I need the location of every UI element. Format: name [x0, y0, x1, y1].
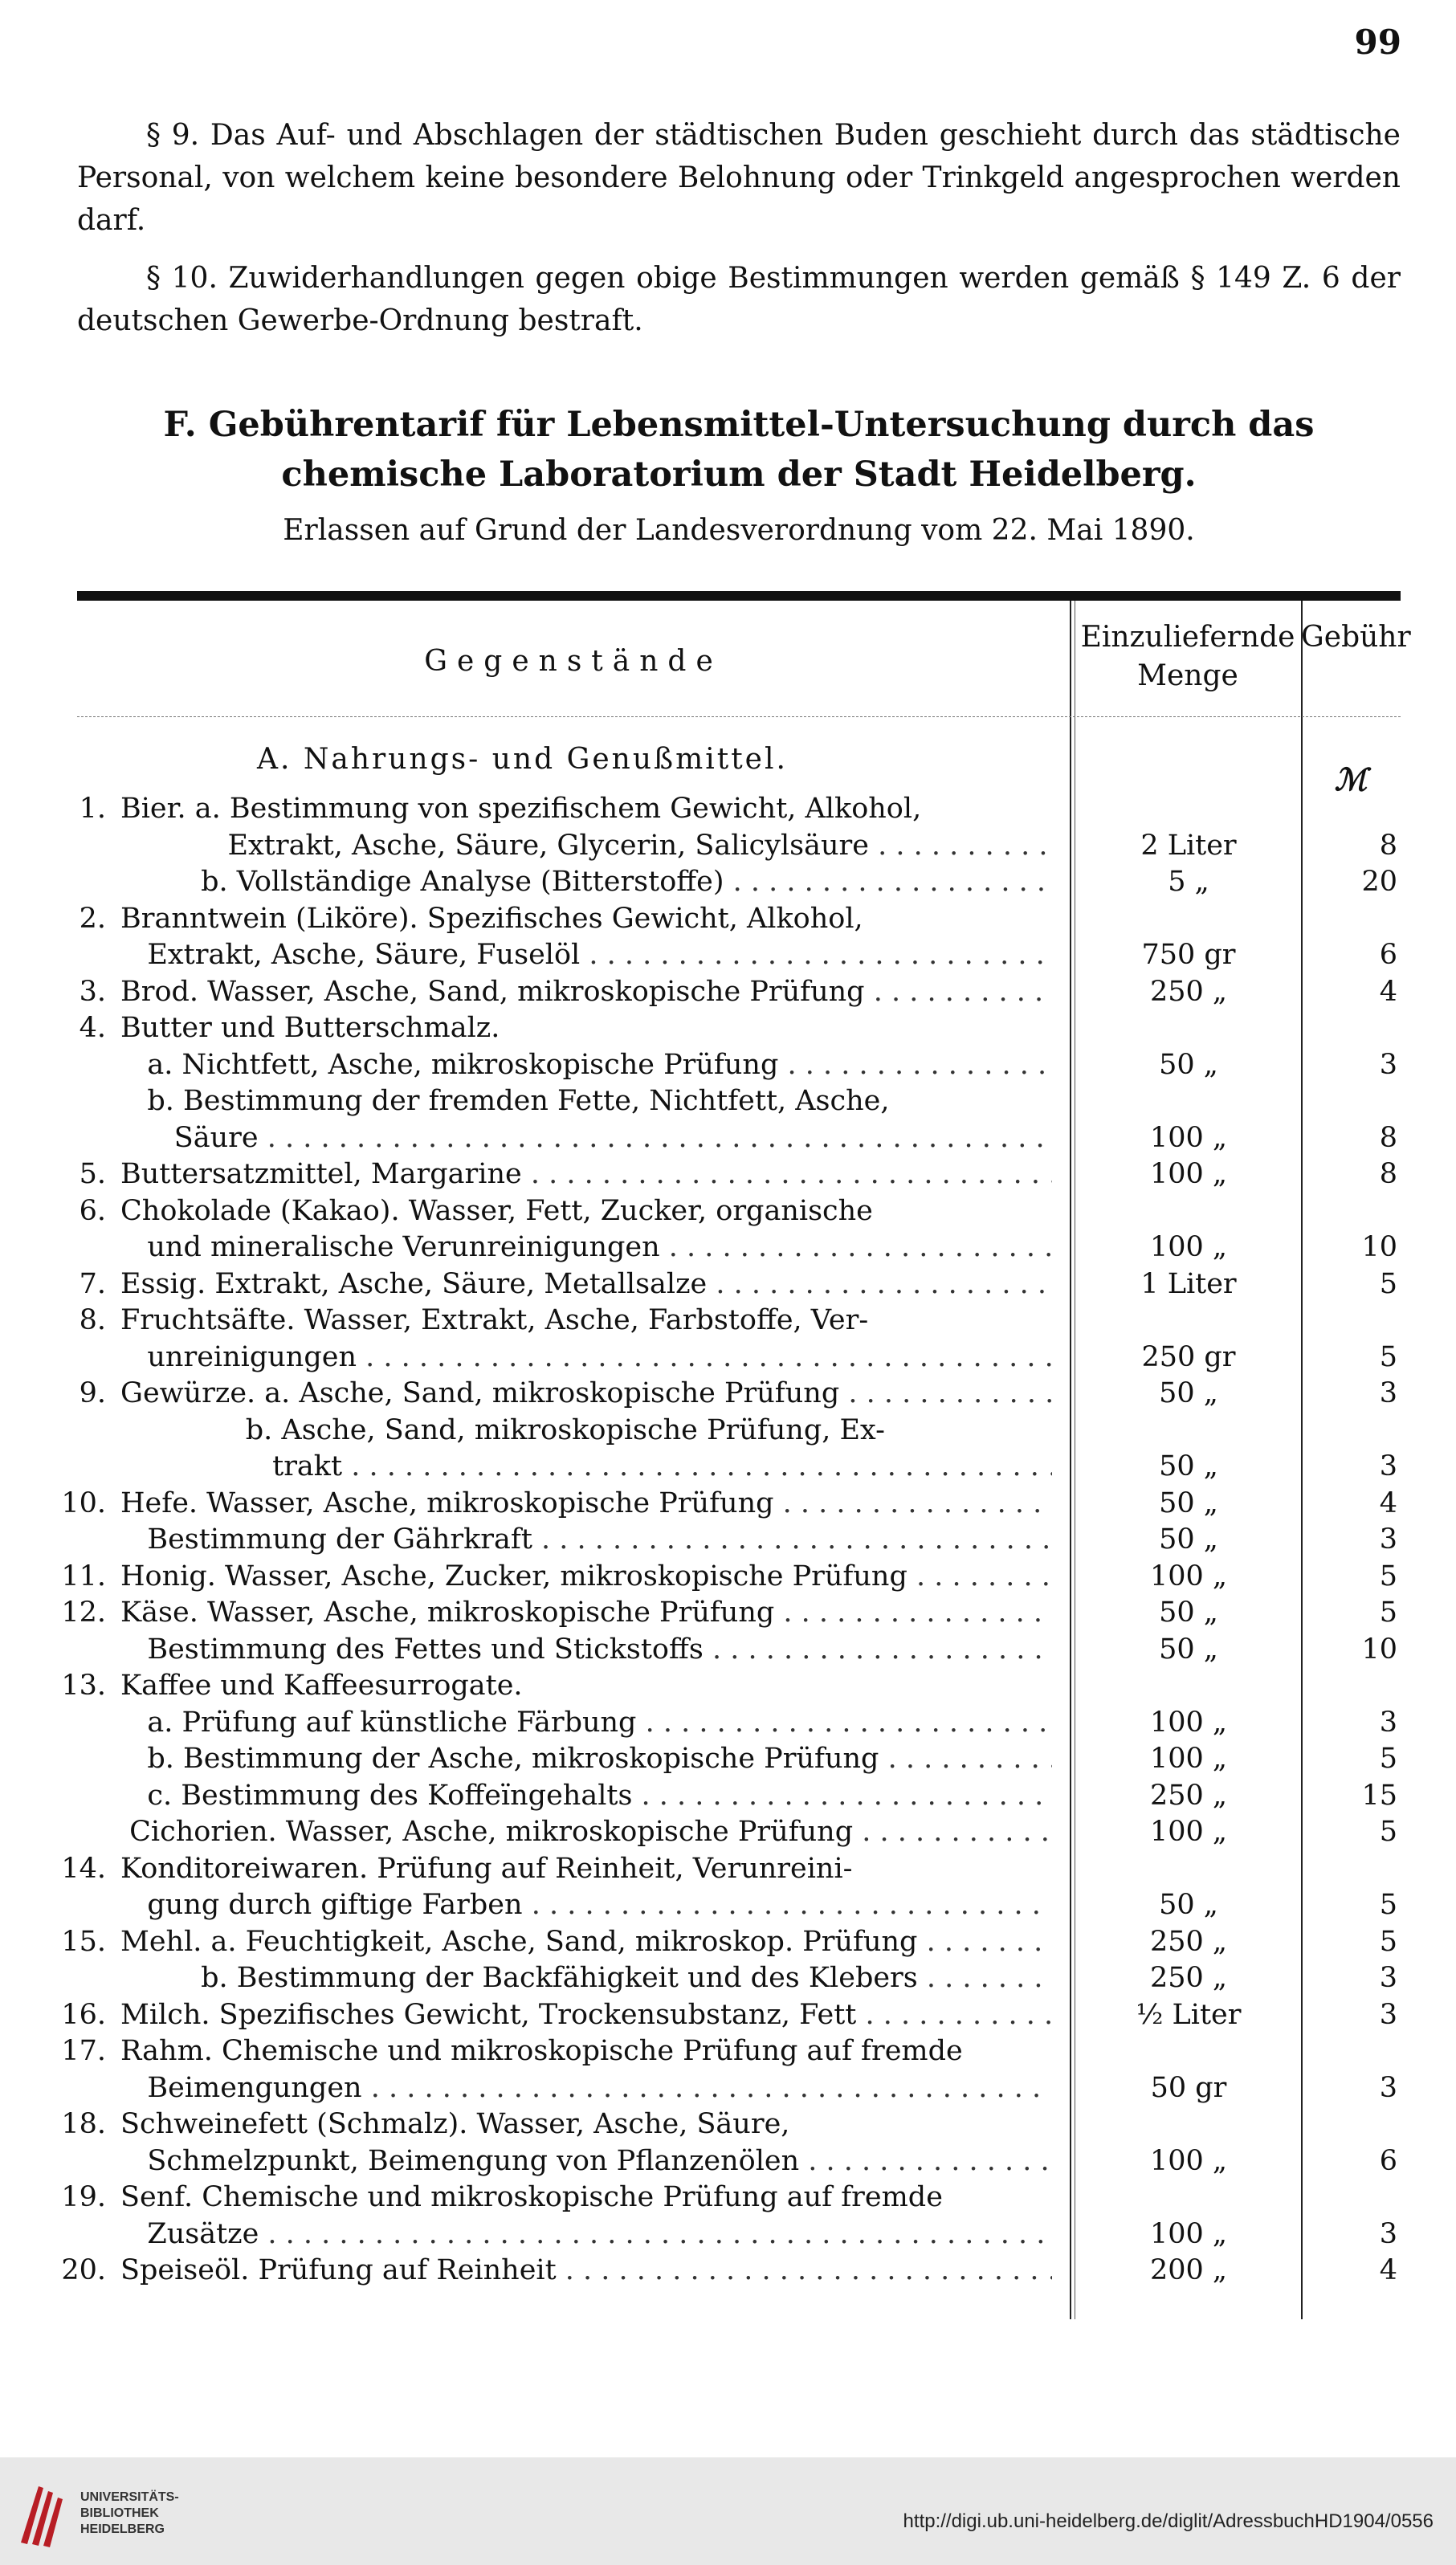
row-quantity: 100 „ — [1149, 1121, 1228, 1154]
page-number: 99 — [1354, 22, 1401, 62]
row-description: Chokolade (Kakao). Wasser, Fett, Zucker, organische — [120, 1194, 873, 1227]
row-quantity: 100 „ — [1149, 1706, 1228, 1739]
row-description: Rahm. Chemische und mikroskopische Prüfung auf fremde — [120, 2035, 963, 2067]
row-description: Extrakt, Asche, Säure, Glycerin, Salicylsäure . . . — [120, 828, 1052, 865]
row-description: c. Bestimmung des Koffeïngehalts . . . — [120, 1778, 1052, 1815]
table-row — [0, 1303, 1456, 1340]
row-fee: 5 — [1379, 1560, 1397, 1592]
row-description: Butter und Butterschmalz. — [120, 1012, 500, 1044]
section-title: F. Gebührentarif für Lebensmittel-Untersuchung durch das chemische Laboratorium der Stadt Heidelberg. — [163, 405, 1315, 495]
row-description: und mineralische Verunreinigungen . . . — [120, 1229, 1052, 1266]
row-description: Branntwein (Liköre). Spezifisches Gewicht, Alkohol, — [120, 902, 863, 935]
row-quantity: 100 „ — [1149, 1816, 1228, 1848]
row-number: 16. — [61, 1998, 106, 2031]
row-number: 19. — [61, 2181, 106, 2213]
row-quantity: 100 „ — [1149, 2217, 1228, 2250]
header-fee: Gebühr — [1301, 621, 1411, 654]
row-description: Extrakt, Asche, Säure, Fuselöl . . . — [120, 937, 1052, 974]
row-description: Senf. Chemische und mikroskopische Prüfung auf fremde — [120, 2181, 943, 2213]
row-quantity: 250 gr — [1141, 1340, 1236, 1373]
table-row — [0, 1668, 1456, 1705]
table-row — [0, 1887, 1456, 1924]
row-quantity: 100 „ — [1149, 1231, 1228, 1263]
row-fee: 8 — [1379, 829, 1397, 862]
table-row — [0, 1376, 1456, 1413]
table-row — [0, 1047, 1456, 1084]
row-description: Fruchtsäfte. Wasser, Extrakt, Asche, Farbstoffe, Ver- — [120, 1304, 869, 1336]
row-fee: 4 — [1379, 1486, 1397, 1519]
row-description: Beimengungen . . . — [120, 2070, 1052, 2107]
row-fee: 10 — [1361, 1231, 1397, 1263]
row-fee: 20 — [1361, 866, 1397, 898]
row-description: a. Prüfung auf künstliche Färbung . . . — [120, 1705, 1052, 1742]
table-row — [0, 2070, 1456, 2107]
row-fee: 5 — [1379, 1267, 1397, 1300]
row-quantity: 250 „ — [1149, 1925, 1228, 1958]
row-quantity: 250 „ — [1149, 1962, 1228, 1994]
row-fee: 3 — [1379, 2217, 1397, 2250]
logo-line: HEIDELBERG — [80, 2522, 165, 2536]
row-number: 2. — [79, 902, 106, 935]
row-description: Milch. Spezifisches Gewicht, Trockensubstanz, Fett . . . — [120, 1997, 1052, 2034]
table-row — [0, 1193, 1456, 1230]
row-quantity: 200 „ — [1149, 2254, 1228, 2286]
row-quantity: 50 „ — [1159, 1450, 1218, 1482]
row-description: trakt . . . — [120, 1449, 1052, 1486]
section-subtitle: Erlassen auf Grund der Landesverordnung vom 22. Mai 1890. — [283, 514, 1195, 547]
table-row — [0, 1741, 1456, 1778]
row-number: 3. — [79, 975, 106, 1008]
row-description: Bestimmung der Gährkraft . . . — [120, 1522, 1052, 1559]
row-description: Bier. a. Bestimmung von spezifischem Gewicht, Alkohol, — [120, 793, 922, 825]
table-row — [0, 1486, 1456, 1523]
footer-bar — [0, 2457, 1456, 2565]
row-description: b. Bestimmung der Backfähigkeit und des Klebers . . . — [120, 1960, 1052, 1997]
row-description: Konditoreiwaren. Prüfung auf Reinheit, Verunreini- — [120, 1852, 853, 1885]
table-row — [0, 1083, 1456, 1120]
row-fee: 3 — [1379, 1523, 1397, 1556]
row-quantity: 50 „ — [1159, 1048, 1218, 1081]
row-quantity: 50 „ — [1159, 1889, 1218, 1921]
row-fee: 10 — [1361, 1633, 1397, 1666]
table-row — [0, 1778, 1456, 1815]
logo-line: BIBLIOTHEK — [80, 2506, 159, 2520]
row-fee: 5 — [1379, 1340, 1397, 1373]
row-number: 9. — [79, 1377, 106, 1409]
row-description: Schmelzpunkt, Beimengung von Pflanzenölen . . . — [120, 2143, 1052, 2180]
table-row — [0, 2143, 1456, 2180]
row-description: unreinigungen . . . — [120, 1340, 1052, 1376]
table-row — [0, 828, 1456, 865]
table-row — [0, 2253, 1456, 2290]
row-fee: 3 — [1379, 1048, 1397, 1081]
row-fee: 5 — [1379, 1596, 1397, 1629]
row-number: 6. — [79, 1194, 106, 1227]
row-quantity: 50 „ — [1159, 1633, 1218, 1666]
paragraph-10: § 10. Zuwiderhandlungen gegen obige Bestimmungen werden gemäß § 149 Z. 6 der deutschen Gewerbe-Ordnung bestraft. — [77, 262, 1401, 337]
row-quantity: 100 „ — [1149, 1743, 1228, 1775]
row-number: 11. — [61, 1560, 106, 1592]
table-row — [0, 1997, 1456, 2034]
library-logo-icon — [14, 2480, 71, 2549]
row-fee: 6 — [1379, 2144, 1397, 2177]
library-logo-text — [80, 2490, 179, 2538]
row-fee: 5 — [1379, 1925, 1397, 1958]
row-number: 20. — [61, 2254, 106, 2286]
row-description: Kaffee und Kaffeesurrogate. — [120, 1670, 523, 1702]
logo-line: UNIVERSITÄTS- — [80, 2490, 179, 2504]
row-description: Brod. Wasser, Asche, Sand, mikroskopische Prüfung . . . — [120, 974, 1052, 1011]
row-description: Schweinefett (Schmalz). Wasser, Asche, Säure, — [120, 2108, 790, 2140]
row-description: b. Bestimmung der fremden Fette, Nichtfett, Asche, — [120, 1085, 890, 1117]
row-description: Buttersatzmittel, Margarine . . . — [120, 1156, 1052, 1193]
row-number: 4. — [79, 1012, 106, 1044]
row-fee: 8 — [1379, 1158, 1397, 1190]
row-quantity: 100 „ — [1149, 2144, 1228, 2177]
table-row — [0, 1522, 1456, 1559]
table-row — [0, 864, 1456, 901]
row-quantity: 50 „ — [1159, 1523, 1218, 1556]
table-row — [0, 1156, 1456, 1193]
row-fee: 8 — [1379, 1121, 1397, 1154]
row-description: Gewürze. a. Asche, Sand, mikroskopische Prüfung . . . — [120, 1376, 1052, 1413]
table-row — [0, 974, 1456, 1011]
row-fee: 6 — [1379, 939, 1397, 971]
row-fee: 3 — [1379, 1377, 1397, 1409]
table-top-rule — [77, 591, 1401, 601]
table-row — [0, 1924, 1456, 1961]
row-quantity: 50 „ — [1159, 1377, 1218, 1409]
row-fee: 5 — [1379, 1816, 1397, 1848]
row-quantity: 50 gr — [1150, 2071, 1227, 2104]
row-fee: 5 — [1379, 1743, 1397, 1775]
table-row — [0, 937, 1456, 974]
table-row — [0, 1632, 1456, 1669]
table-row — [0, 1960, 1456, 1997]
row-fee: 5 — [1379, 1889, 1397, 1921]
table-row — [0, 791, 1456, 828]
table-row — [0, 1266, 1456, 1303]
table-row — [0, 2180, 1456, 2216]
row-number: 13. — [61, 1670, 106, 1702]
row-number: 18. — [61, 2108, 106, 2140]
table-row — [0, 1413, 1456, 1450]
row-number: 7. — [79, 1267, 106, 1300]
row-quantity: 250 „ — [1149, 975, 1228, 1008]
row-description: Speiseöl. Prüfung auf Reinheit . . . — [120, 2253, 1052, 2290]
row-number: 5. — [79, 1158, 106, 1190]
row-description: Cichorien. Wasser, Asche, mikroskopische Prüfung . . . — [120, 1814, 1052, 1851]
row-description: Zusätze . . . — [120, 2216, 1052, 2253]
row-quantity: 750 gr — [1141, 939, 1236, 971]
table-row — [0, 1340, 1456, 1376]
table-row — [0, 2106, 1456, 2143]
row-description: gung durch giftige Farben . . . — [120, 1887, 1052, 1924]
row-fee: 3 — [1379, 1962, 1397, 1994]
row-description: Bestimmung des Fettes und Stickstoffs . . . — [120, 1632, 1052, 1669]
header-quantity: Einzuliefernde Menge — [1080, 621, 1295, 692]
row-quantity: 5 „ — [1168, 866, 1209, 898]
row-description: b. Asche, Sand, mikroskopische Prüfung, Ex- — [120, 1413, 885, 1446]
row-description: b. Bestimmung der Asche, mikroskopische Prüfung . . . — [120, 1741, 1052, 1778]
row-quantity: 50 „ — [1159, 1486, 1218, 1519]
row-number: 17. — [61, 2035, 106, 2067]
row-number: 15. — [61, 1925, 106, 1958]
table-row — [0, 1010, 1456, 1047]
row-description: Säure . . . — [120, 1120, 1052, 1157]
table-row — [0, 1705, 1456, 1742]
paragraph-9: § 9. Das Auf- und Abschlagen der städtischen Buden geschieht durch das städtische Personal, von welchem keine besondere Belohnung oder Trinkgeld angesprochen werden darf. — [77, 119, 1401, 237]
row-quantity: 1 Liter — [1140, 1267, 1237, 1300]
row-fee: 15 — [1361, 1779, 1397, 1812]
row-description: Hefe. Wasser, Asche, mikroskopische Prüfung . . . — [120, 1486, 1052, 1523]
row-quantity: 100 „ — [1149, 1158, 1228, 1190]
row-quantity: 50 „ — [1159, 1596, 1218, 1629]
row-quantity: 100 „ — [1149, 1560, 1228, 1592]
group-heading: A. Nahrungs- und Genußmittel. — [257, 743, 788, 776]
row-description: Käse. Wasser, Asche, mikroskopische Prüfung . . . — [120, 1595, 1052, 1632]
row-number: 12. — [61, 1596, 106, 1629]
row-fee: 4 — [1379, 975, 1397, 1008]
row-number: 8. — [79, 1304, 106, 1336]
row-quantity: 2 Liter — [1140, 829, 1237, 862]
row-description: a. Nichtfett, Asche, mikroskopische Prüfung . . . — [120, 1047, 1052, 1084]
row-number: 14. — [61, 1852, 106, 1885]
row-fee: 3 — [1379, 1998, 1397, 2031]
header-items: Gegenstände — [424, 645, 723, 678]
source-url-link[interactable]: http://digi.ub.uni-heidelberg.de/diglit/AdressbuchHD1904/0556 — [903, 2510, 1434, 2532]
row-description: Mehl. a. Feuchtigkeit, Asche, Sand, mikroskop. Prüfung . . . — [120, 1924, 1052, 1961]
table-row — [0, 1851, 1456, 1888]
header-rule — [77, 716, 1401, 720]
row-quantity: 250 „ — [1149, 1779, 1228, 1812]
table-row — [0, 1449, 1456, 1486]
currency-symbol: ℳ — [1334, 761, 1368, 797]
row-description: Honig. Wasser, Asche, Zucker, mikroskopische Prüfung . . . — [120, 1559, 1052, 1596]
row-fee: 3 — [1379, 1706, 1397, 1739]
table-row — [0, 2033, 1456, 2070]
table-row — [0, 2216, 1456, 2253]
table-row — [0, 1595, 1456, 1632]
row-number: 1. — [79, 793, 106, 825]
row-quantity: ½ Liter — [1136, 1998, 1242, 2031]
table-row — [0, 1229, 1456, 1266]
row-fee: 3 — [1379, 2071, 1397, 2104]
row-number: 10. — [61, 1486, 106, 1519]
row-fee: 4 — [1379, 2254, 1397, 2286]
table-row — [0, 1559, 1456, 1596]
row-fee: 3 — [1379, 1450, 1397, 1482]
table-row — [0, 1120, 1456, 1157]
table-row — [0, 1814, 1456, 1851]
row-description: b. Vollständige Analyse (Bitterstoffe) . . . — [120, 864, 1052, 901]
fee-table-body — [0, 791, 1456, 2290]
row-description: Essig. Extrakt, Asche, Säure, Metallsalze . . . — [120, 1266, 1052, 1303]
table-row — [0, 901, 1456, 938]
